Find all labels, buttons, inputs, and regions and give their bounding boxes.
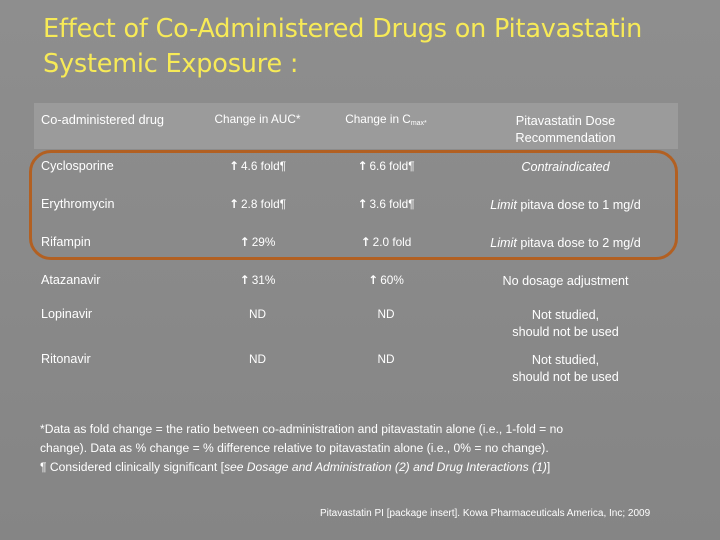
cmax-value: 60%: [380, 273, 404, 287]
cmax-change: [319, 273, 453, 287]
header-cmax-subscript: max*: [410, 120, 427, 127]
dose-line-2: should not be used: [512, 370, 619, 384]
dose-limit-word: Limit: [490, 198, 517, 212]
header-auc: Change in AUC*: [214, 112, 301, 126]
footnote-line-2: change). Data as % change = % difference relative to pitavastatin alone (i.e., 0% = no change).: [40, 441, 549, 455]
footnote-line-1: *Data as fold change = the ratio between co-administration and pitavastatin alone (i.e., 1-fold = no: [40, 422, 564, 436]
table-row: [34, 301, 678, 346]
drug-name: Rifampin: [41, 235, 91, 249]
slide-title: [43, 12, 703, 82]
auc-change: ND: [248, 352, 267, 366]
cmax-change: ND: [377, 352, 395, 366]
highlight-rounded-box: [29, 150, 678, 260]
footnote-reference: see Dosage and Administration (2) and Drug Interactions (1): [223, 460, 547, 474]
dose-line-2: should not be used: [512, 325, 619, 339]
auc-change: ND: [248, 307, 267, 321]
auc-change: [196, 273, 319, 287]
arrow-up-icon: ↑: [360, 235, 371, 249]
header-drug: Co-administered drug: [41, 112, 165, 127]
table-row: [34, 263, 678, 301]
arrow-up-icon: ↑: [239, 235, 250, 249]
header-dose-recommendation: [453, 112, 678, 146]
drug-name: Lopinavir: [41, 307, 93, 321]
auc-value: 4.6 fold¶: [241, 159, 287, 173]
dose-limit-text: pitava dose to 2 mg/d: [520, 236, 641, 250]
arrow-up-icon: ↑: [357, 197, 368, 211]
arrow-up-icon: ↑: [239, 273, 250, 287]
header-cmax-prefix: Change in C: [345, 112, 411, 126]
dose-recommendation: No dosage adjustment: [502, 274, 629, 288]
title-line-2: Systemic Exposure :: [43, 49, 299, 79]
cmax-value: 6.6 fold¶: [369, 159, 415, 173]
dose-recommendation: Contraindicated: [521, 160, 610, 174]
footnote-line-3: [40, 458, 690, 477]
arrow-up-icon: ↑: [228, 197, 239, 211]
header-dose-line-1: Pitavastatin Dose: [515, 113, 616, 128]
cmax-value: 3.6 fold¶: [369, 197, 415, 211]
arrow-up-icon: ↑: [357, 159, 368, 173]
drug-name: Atazanavir: [41, 273, 101, 287]
cmax-value: 2.0 fold: [372, 235, 412, 249]
auc-value: 2.8 fold¶: [241, 197, 287, 211]
arrow-up-icon: ↑: [368, 273, 379, 287]
dose-limit-word: Limit: [490, 236, 517, 250]
title-line-1: Effect of Co-Administered Drugs on Pitavastatin: [43, 14, 643, 44]
footnotes: [40, 420, 690, 477]
drug-name: Erythromycin: [41, 197, 115, 211]
header-dose-line-2: Recommendation: [515, 130, 616, 145]
dose-recommendation: [453, 352, 678, 386]
drug-name: Ritonavir: [41, 352, 91, 366]
table-row: [34, 346, 678, 391]
citation: Pitavastatin PI [package insert]. Kowa Pharmaceuticals America, Inc; 2009: [320, 508, 651, 519]
cmax-change: ND: [377, 307, 395, 321]
dose-limit-text: pitava dose to 1 mg/d: [520, 198, 641, 212]
dose-recommendation: [453, 307, 678, 341]
table-header-row: [34, 103, 678, 149]
header-cmax: [319, 112, 453, 127]
dose-line-1: Not studied,: [531, 308, 600, 322]
auc-value: 31%: [251, 273, 276, 287]
auc-value: 29%: [251, 235, 276, 249]
footnote-suffix: ]: [546, 460, 551, 474]
drug-name: Cyclosporine: [41, 159, 114, 173]
arrow-up-icon: ↑: [228, 159, 239, 173]
footnote-prefix: ¶ Considered clinically significant [: [40, 460, 224, 474]
dose-line-1: Not studied,: [531, 353, 600, 367]
